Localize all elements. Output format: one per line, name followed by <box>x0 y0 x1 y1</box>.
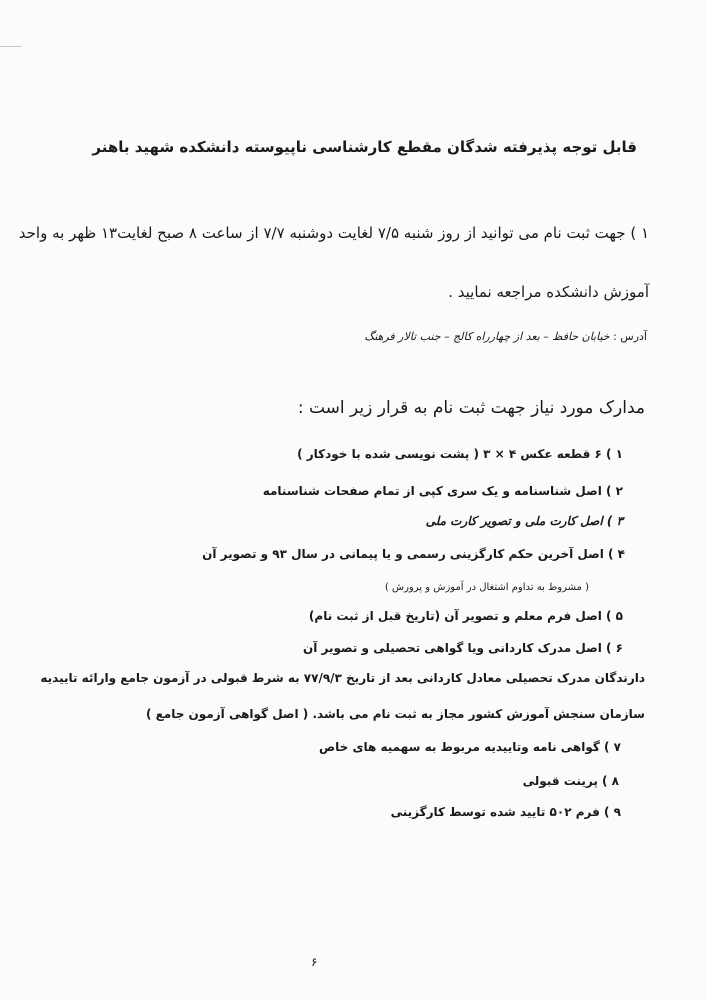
registration-time-line-2: آموزش دانشکده مراجعه نمایید . <box>448 283 649 301</box>
list-item-employment-order: ۴ ) اصل آخرین حکم کارگزینی رسمی و یا پیمانی در سال ۹۳ و تصویر آن <box>202 547 625 561</box>
list-item-quota-certificate: ۷ ) گواهی نامه وتاییدیه مربوط به سهمیه های خاص <box>318 740 621 754</box>
address-value: خیابان حافظ – بعد از چهارراه کالج – جنب تالار فرهنگ <box>364 330 610 343</box>
list-item-acceptance-printout: ۸ ) پرینت قبولی <box>522 774 619 788</box>
equivalent-degree-line-1: دارندگان مدرک تحصیلی معادل کاردانی بعد از تاریخ ۷۷/۹/۳ به شرط قبولی در آزمون جامع وارائه تاییدیه <box>40 671 645 685</box>
equivalent-degree-line-2: سازمان سنجش آموزش کشور مجاز به ثبت نام می باشد. ( اصل گواهی آزمون جامع ) <box>145 707 645 721</box>
list-item-associate-degree: ۶ ) اصل مدرک کاردانی ویا گواهی تحصیلی و تصویر آن <box>303 641 623 655</box>
list-item-photos: ۱ ) ۶ قطعه عکس ۴ × ۳ ( پشت نویسی شده با خودکار ) <box>297 447 623 461</box>
list-item-teacher-form: ۵ ) اصل فرم معلم و تصویر آن (تاریخ قبل از ثبت نام) <box>308 609 623 623</box>
notice-title: قابل توجه پذیرفته شدگان مقطع کارشناسی ناپیوسته دانشکده شهید باهنر <box>92 138 637 156</box>
punch-hole-mark <box>0 46 22 47</box>
registration-time-line-1: ۱ ) جهت ثبت نام می توانید از روز شنبه ۷/۵ لغایت دوشنبه ۷/۷ از ساعت ۸ صبح لغایت۱۳ ظهر به واحد <box>18 224 649 242</box>
address-line <box>364 330 647 343</box>
list-item-national-card: ۳ ) اصل کارت ملی و تصویر کارت ملی <box>425 514 623 528</box>
list-item-form-502: ۹ ) فرم ۵۰۲ تایید شده توسط کارگزینی <box>390 805 621 819</box>
address-label: آدرس : <box>613 330 647 343</box>
page-number: ۶ <box>311 955 318 969</box>
required-documents-heading: مدارک مورد نیاز جهت ثبت نام به قرار زیر است : <box>297 398 645 418</box>
list-item-birth-certificate: ۲ ) اصل شناسنامه و یک سری کپی از تمام صفحات شناسنامه <box>262 484 623 498</box>
employment-condition-note: ( مشروط به تداوم اشتغال در آموزش و پرورش ) <box>384 582 589 593</box>
